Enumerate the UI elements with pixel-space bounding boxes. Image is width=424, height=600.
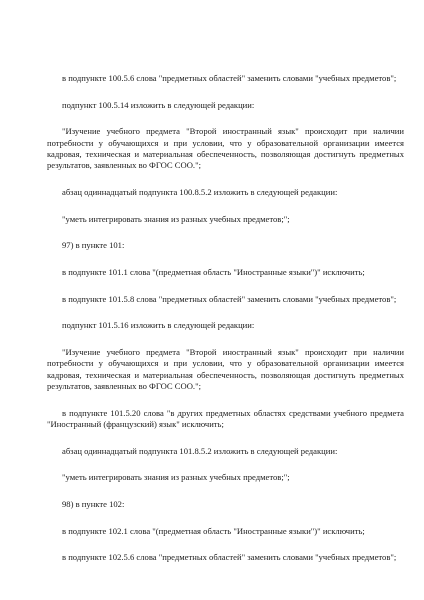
paragraph-101-8-5-2-text: "уметь интегрировать знания из разных учебных предметов;"; [62, 472, 290, 483]
paragraph-item-98: 98) в пункте 102: [62, 499, 125, 510]
paragraph-101-5-16-heading: подпункт 101.5.16 изложить в следующей редакции: [62, 320, 255, 331]
paragraph-101-1: в подпункте 101.1 слова "(предметная область "Иностранные языки")" исключить; [62, 267, 365, 278]
paragraph-102-5-6: в подпункте 102.5.6 слова "предметных областей" заменить словами "учебных предметов"; [62, 552, 397, 563]
paragraph-101-8-5-2-heading: абзац одиннадцатый подпункта 101.8.5.2 изложить в следующей редакции: [62, 445, 338, 456]
paragraph-100-5-14-heading: подпункт 100.5.14 изложить в следующей редакции: [62, 99, 255, 110]
paragraph-100-5-6: в подпункте 100.5.6 слова "предметных областей" заменить словами "учебных предметов"; [62, 73, 397, 83]
paragraph-101-5-20: в подпункте 101.5.20 слова "в других предметных областях средствами учебного предмета "Иностранный (французский) язык" исключить; [47, 407, 404, 429]
paragraph-101-5-16-text: "Изучение учебного предмета "Второй иностранный язык" происходит при наличии потребности у обучающихся и при условии, что у образовательной организации имеется кадровая, техническая и материальная обеспеченность, позволяющая достигнуть предметных результатов, заявленных во ФГОС СОО."; [47, 347, 404, 391]
paragraph-101-5-8: в подпункте 101.5.8 слова "предметных областей" заменить словами "учебных предметов"; [62, 293, 397, 304]
paragraph-100-5-14-text: "Изучение учебного предмета "Второй иностранный язык" происходит при наличии потребности у обучающихся и при условии, что у образовательной организации имеется кадровая, техническая и материальная обеспеченность, позволяющая достигнуть предметных результатов, заявленных во ФГОС СОО."; [47, 126, 404, 171]
paragraph-100-8-5-2-text: "уметь интегрировать знания из разных учебных предметов;"; [62, 213, 290, 224]
paragraph-100-8-5-2-heading: абзац одиннадцатый подпункта 100.8.5.2 изложить в следующей редакции: [62, 186, 338, 197]
paragraph-102-1: в подпункте 102.1 слова "(предметная область "Иностранные языки")" исключить; [62, 525, 365, 536]
document-page [47, 73, 404, 564]
paragraph-item-97: 97) в пункте 101: [62, 240, 125, 251]
